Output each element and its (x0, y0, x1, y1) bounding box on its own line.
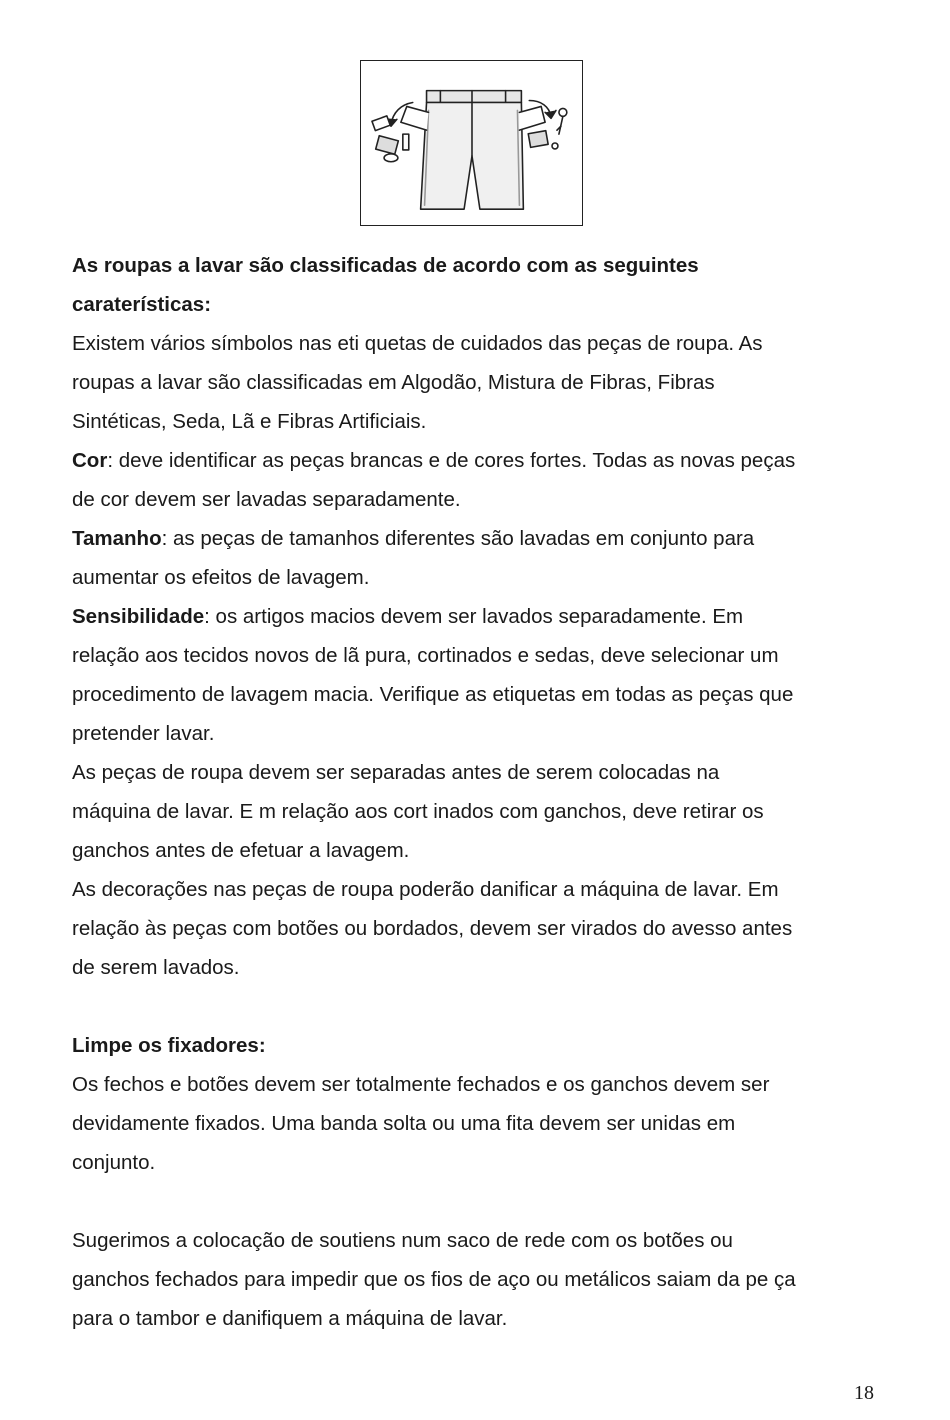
paragraph-line: Sintéticas, Seda, Lã e Fibras Artificiais. (72, 410, 427, 433)
paragraph-tamanho (72, 519, 892, 558)
paragraph-line: roupas a lavar são classificadas em Algodão, Mistura de Fibras, Fibras (72, 371, 715, 394)
paragraph-line: relação aos tecidos novos de lã pura, cortinados e sedas, deve selecionar um (72, 644, 779, 667)
term-sensibilidade: Sensibilidade (72, 605, 205, 628)
paragraph-sensibilidade (72, 597, 892, 636)
section-heading-classification-cont: caraterísticas: (72, 293, 212, 316)
section-heading-classification: As roupas a lavar são classificadas de acordo com as seguintes (72, 254, 699, 277)
paragraph-line: relação às peças com botões ou bordados, devem ser virados do avesso antes (72, 917, 793, 940)
paragraph-line: conjunto. (72, 1151, 156, 1174)
trousers-pockets-illustration (360, 60, 583, 226)
paragraph-line: aumentar os efeitos de lavagem. (72, 566, 370, 589)
paragraph-cor (72, 441, 892, 480)
spacer (72, 1182, 892, 1221)
section-heading-fixadores: Limpe os fixadores: (72, 1034, 266, 1057)
paragraph-line: procedimento de lavagem macia. Verifique as etiquetas em todas as peças que (72, 683, 794, 706)
paragraph-line: máquina de lavar. E m relação aos cort inados com ganchos, deve retirar os (72, 800, 764, 823)
paragraph-text: : deve identificar as peças brancas e de cores fortes. Todas as novas peças (107, 449, 796, 472)
term-cor: Cor (72, 449, 108, 472)
paragraph-line: pretender lavar. (72, 722, 215, 745)
paragraph-line: Os fechos e botões devem ser totalmente fechados e os ganchos devem ser (72, 1073, 770, 1096)
paragraph-line: ganchos fechados para impedir que os fios de aço ou metálicos saiam da pe ça (72, 1268, 796, 1291)
page-number: 18 (854, 1382, 874, 1404)
paragraph-line: As peças de roupa devem ser separadas antes de serem colocadas na (72, 761, 720, 784)
paragraph-line: As decorações nas peças de roupa poderão danificar a máquina de lavar. Em (72, 878, 779, 901)
document-body (72, 246, 892, 1338)
term-tamanho: Tamanho (72, 527, 162, 550)
paragraph-line: de cor devem ser lavadas separadamente. (72, 488, 461, 511)
paragraph-text: : os artigos macios devem ser lavados separadamente. Em (204, 605, 744, 628)
paragraph-line: para o tambor e danifiquem a máquina de lavar. (72, 1307, 508, 1330)
paragraph-text: : as peças de tamanhos diferentes são lavadas em conjunto para (161, 527, 755, 550)
paragraph-line: Existem vários símbolos nas eti quetas de cuidados das peças de roupa. As (72, 332, 763, 355)
paragraph-line: devidamente fixados. Uma banda solta ou uma fita devem ser unidas em (72, 1112, 736, 1135)
paragraph-line: de serem lavados. (72, 956, 240, 979)
spacer (72, 987, 892, 1026)
trousers-icon (361, 61, 582, 225)
paragraph-line: ganchos antes de efetuar a lavagem. (72, 839, 410, 862)
paragraph-line: Sugerimos a colocação de soutiens num saco de rede com os botões ou (72, 1229, 733, 1252)
